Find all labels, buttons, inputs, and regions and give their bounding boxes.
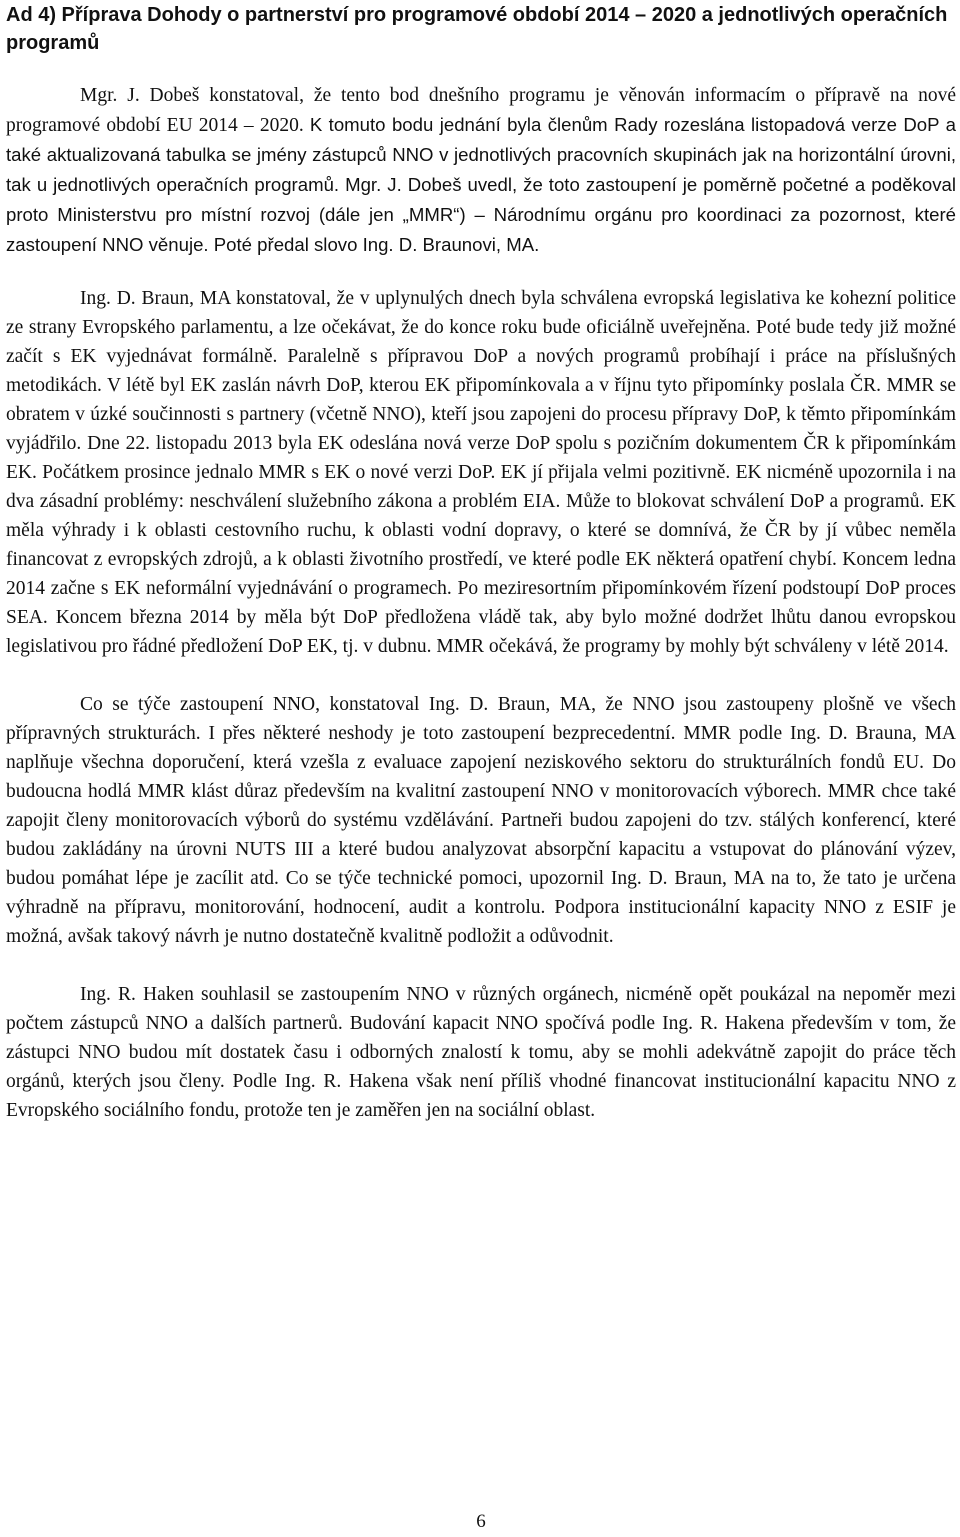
document-page xyxy=(6,0,956,1537)
paragraph-haken-response: Ing. R. Haken souhlasil se zastoupením NNO v různých orgánech, nicméně opět poukázal na nepoměr mezi počtem zástupců NNO a dalších partnerů. Budování kapacit NNO spočívá podle Ing. R. Hakena především v tom, že zástupci NNO budou mít dostatek času i odborných znalostí k tomu, aby se mohli adekvátně zapojit do práce těch orgánů, kterých jsou členy. Podle Ing. R. Hakena však není příliš vhodné financovat institucionální kapacitu NNO z Evropského sociálního fondu, protože ten je zaměřen jen na sociální oblast. xyxy=(6,984,956,1121)
page-number: 6 xyxy=(476,1511,486,1532)
paragraph-dobes-intro xyxy=(6,81,956,260)
paragraph-braun-nno-representation: Co se týče zastoupení NNO, konstatoval Ing. D. Braun, MA, že NNO jsou zastoupeny plošně ve všech přípravných strukturách. I přes některé neshody je toto zastoupení bezprecedentní. MMR podle Ing. D. Brauna, MA naplňuje všechna doporučení, která vzešla z evaluace zapojení neziskového sektoru do strukturálních fondů EU. Do budoucna hodlá MMR klást důraz především na kvalitní zastoupení NNO v monitorovacích výborech. MMR chce také zapojit členy monitorovacích výborů do systému vzdělávání. Partneři budou zapojeni do tzv. stálých konferencí, které budou zakládány na úrovni NUTS III a které budou analyzovat absorpční kapacitu a vstupovat do plánování výzev, budou pomáhat lépe je zacílit atd. Co se týče technické pomoci, upozornil Ing. D. Braun, MA na to, že tato je určena výhradně na přípravu, monitorování, hodnocení, audit a kontrolu. Podpora institucionální kapacity NNO z ESIF je možná, avšak takový návrh je nutno dostatečně kvalitně podložit a odůvodnit. xyxy=(6,694,956,947)
paragraph-dobes-intro-sans-part: K tomuto bodu jednání byla členům Rady rozeslána listopadová verze DoP a také aktualizovaná tabulka se jmény zástupců NNO v jednotlivých pracovních skupinách jak na horizontální úrovni, tak u jednotlivých operačních programů. Mgr. J. Dobeš uvedl, že toto zastoupení je poměrně početné a poděkoval proto Ministerstvu pro místní rozvoj (dále jen „MMR“) – Národnímu orgánu pro koordinaci za pozornost, které zastoupení NNO věnuje. Poté předal slovo Ing. D. Braunovi, MA. xyxy=(6,114,956,255)
paragraph-dobes-intro-serif-part: Mgr. J. Dobeš konstatoval, že tento bod dnešního programu je věnován informacím o přípravě na nové programové období EU 2014 – 2020. xyxy=(6,85,956,136)
paragraph-braun-legislation: Ing. D. Braun, MA konstatoval, že v uplynulých dnech byla schválena evropská legislativa ke kohezní politice ze strany Evropského parlamentu, a lze očekávat, že do konce roku bude oficiálně uveřejněna. Poté bude tedy již možné začít s EK vyjednávat formálně. Paralelně s přípravou DoP a nových programů probíhají i práce na příslušných metodikách. V létě byl EK zaslán návrh DoP, kterou EK připomínkovala a v říjnu tyto připomínky poslala ČR. MMR se obratem v úzké součinnosti s partnery (včetně NNO), kteří jsou zapojeni do procesu přípravy DoP, k těmto připomínkám vyjádřilo. Dne 22. listopadu 2013 byla EK odeslána nová verze DoP spolu s pozičním dokumentem ČR k připomínkám EK. Počátkem prosince jednalo MMR s EK o nové verzi DoP. EK jí přijala velmi pozitivně. EK nicméně upozornila i na dva zásadní problémy: neschválení služebního zákona a problém EIA. Může to blokovat schválení DoP a programů. EK měla výhrady i k oblasti cestovního ruchu, k oblasti vodní dopravy, o které se domnívá, že ČR by jí vůbec neměla financovat z evropských zdrojů, a k oblasti životního prostředí, ve které podle EK některá opatření chybí. Koncem ledna 2014 začne s EK neformální vyjednávání o programech. Po meziresortním připomínkovém řízení podstoupí DoP proces SEA. Koncem března 2014 by měla být DoP předložena vládě tak, aby bylo možné dodržet lhůtu danou evropskou legislativou pro řádné předložení DoP EK, tj. v dubnu. MMR očekává, že programy by mohly být schváleny v létě 2014. xyxy=(6,288,956,657)
section-heading: Ad 4) Příprava Dohody o partnerství pro programové období 2014 – 2020 a jednotlivých operačních programů xyxy=(6,4,948,54)
